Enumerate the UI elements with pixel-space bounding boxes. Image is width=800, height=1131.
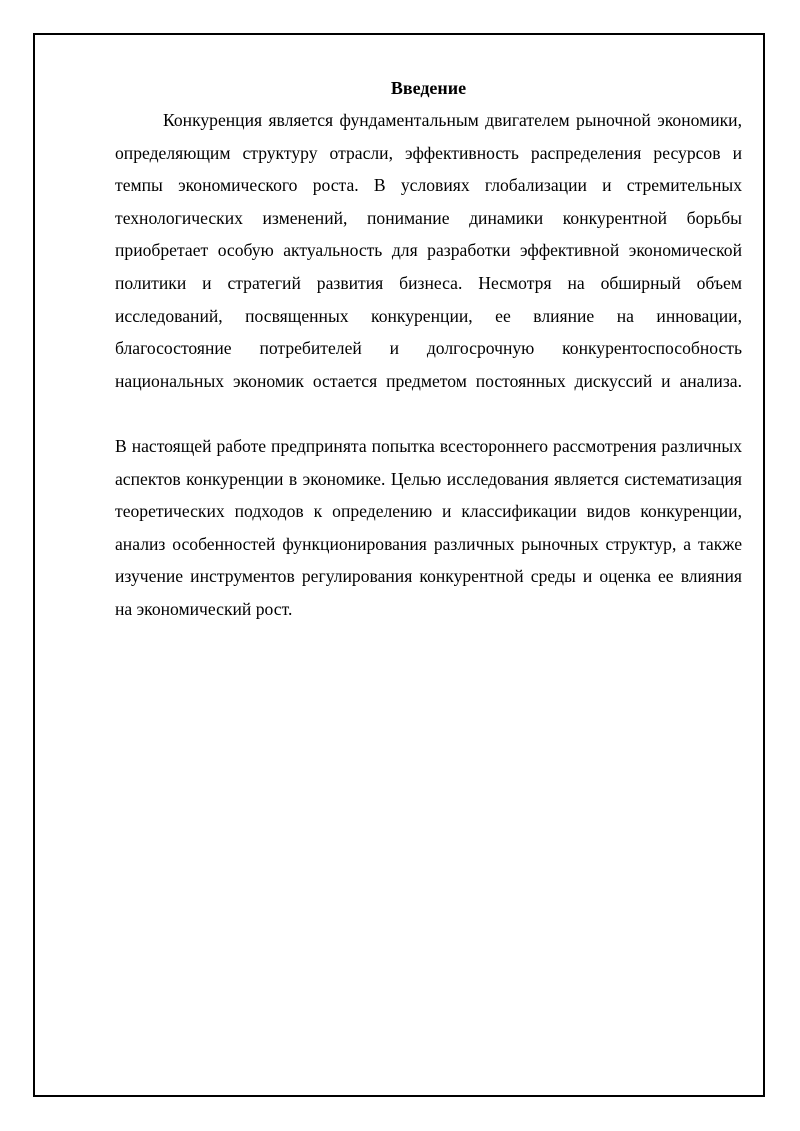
document-title: Введение [390, 78, 467, 98]
paragraph-spacer [115, 397, 742, 430]
intro-paragraph-2: В настоящей работе предпринята попытка всестороннего рассмотрения различных аспектов конкуренции в экономике. Целью исследования является систематизация теоретических подходов к определению и классификации видов конкуренции, анализ особенностей функционирования различных рыночных структур, а также изучение инструментов регулирования конкурентной среды и оценка ее влияния на экономический рост. [115, 435, 742, 619]
intro-paragraph-1: Конкуренция является фундаментальным двигателем рыночной экономики, определяющим структуру отрасли, эффективность распределения ресурсов и темпы экономического роста. В условиях глобализации и стремительных технологических изменений, понимание динамики конкурентной борьбы приобретает особую актуальность для разработки эффективной экономической политики и стратегий развития бизнеса. Несмотря на обширный объем исследований, посвященных конкуренции, ее влияние на инновации, благосостояние потребителей и долгосрочную конкурентоспособность национальных экономик остается предметом постоянных дискуссий и анализа. [115, 110, 742, 391]
document-body [115, 72, 742, 626]
